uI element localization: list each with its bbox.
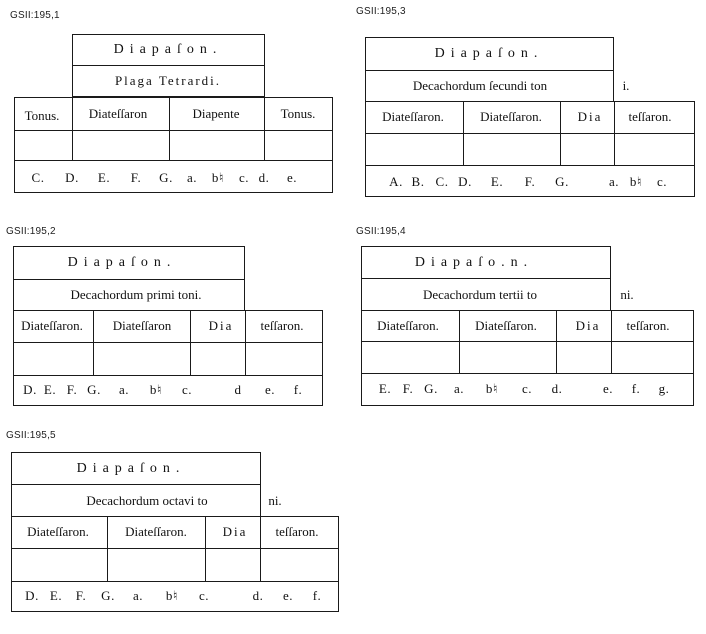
note: G. [159,170,173,185]
header-cell: Dia [222,524,248,539]
figure-label: GSII:195,3 [356,6,406,17]
note: b♮ [211,170,225,185]
note: c. [198,588,210,603]
note: f. [631,381,641,396]
note: b♮ [165,588,179,603]
header-cell: Diateſſaron. [125,524,187,539]
note: b♮ [629,174,643,189]
note: D. [23,382,37,397]
note: G. [87,382,101,397]
note: c. [656,174,668,189]
header-cell: Diateſſaron. [21,318,83,333]
figure-label: GSII:195,1 [10,10,60,21]
plaga-label: Plaga Tetrardi. [114,73,222,88]
header-cell: Diateſſaron [112,318,172,333]
header-cell: Tonus. [280,106,316,121]
note: d. [258,170,270,185]
note: e. [264,382,276,397]
diapason-label: Diapaſon. [113,42,223,57]
note: C. [31,170,45,185]
header-cell: Diateſſaron [88,106,148,121]
note: b♮ [485,381,499,396]
header-cell: Diateſſaron. [27,524,89,539]
note: F. [402,381,414,396]
note: F. [66,382,78,397]
note: G. [101,588,115,603]
note: A. [389,174,403,189]
header-cell: teſſaron. [260,318,304,333]
note: a. [132,588,144,603]
header-cell: Diateſſaron. [475,318,537,333]
note: D. [25,588,39,603]
note: d. [551,381,563,396]
figure-label: GSII:195,2 [6,226,56,237]
note: C. [435,174,449,189]
header-cell: Dia [575,318,601,333]
note: B. [411,174,425,189]
note: g. [658,381,670,396]
note: a. [608,174,620,189]
note: a. [118,382,130,397]
figure-label: GSII:195,4 [356,226,406,237]
note: F. [524,174,536,189]
header-cell: Diateſſaron. [377,318,439,333]
diapason-label: Diapaſo.n. [414,255,534,270]
note: e. [282,588,294,603]
decachordum-label: Decachordum octavi to [86,493,208,508]
note: b♮ [149,382,163,397]
note: d. [252,588,264,603]
header-cell: Diateſſaron. [480,109,542,124]
diapason-label: Diapaſon. [67,255,177,270]
header-cell: Diateſſaron. [382,109,444,124]
diapason-label: Diapaſon. [76,461,186,476]
header-cell: Dia [577,109,603,124]
note: F. [130,170,142,185]
decachordum-label-tail: ni. [620,287,634,302]
note: D. [65,170,79,185]
note: c. [238,170,250,185]
note: E. [49,588,63,603]
note: E. [97,170,111,185]
header-cell: teſſaron. [626,318,670,333]
note: e. [602,381,614,396]
note: E. [490,174,504,189]
header-cell: teſſaron. [628,109,672,124]
note: E. [43,382,57,397]
header-cell: teſſaron. [275,524,319,539]
decachordum-label-tail: ni. [268,493,282,508]
note: c. [521,381,533,396]
decachordum-label: Decachordum tertii to [422,287,538,302]
figure-label: GSII:195,5 [6,430,56,441]
header-cell: Tonus. [24,108,60,123]
header-cell: Dia [208,318,234,333]
note: c. [181,382,193,397]
note: d [234,382,242,397]
note: f. [312,588,322,603]
note: G. [555,174,569,189]
note: E. [378,381,392,396]
note: F. [75,588,87,603]
header-cell: Diapente [192,106,240,121]
note: e. [286,170,298,185]
decachordum-label: Decachordum ſecundi ton [412,78,548,93]
note: a. [453,381,465,396]
diapason-label: Diapaſon. [434,46,544,61]
note: f. [293,382,303,397]
decachordum-label: Decachordum primi toni. [70,287,202,302]
note: D. [458,174,472,189]
note: G. [424,381,438,396]
note: a. [186,170,198,185]
decachordum-label-tail: i. [622,78,630,93]
